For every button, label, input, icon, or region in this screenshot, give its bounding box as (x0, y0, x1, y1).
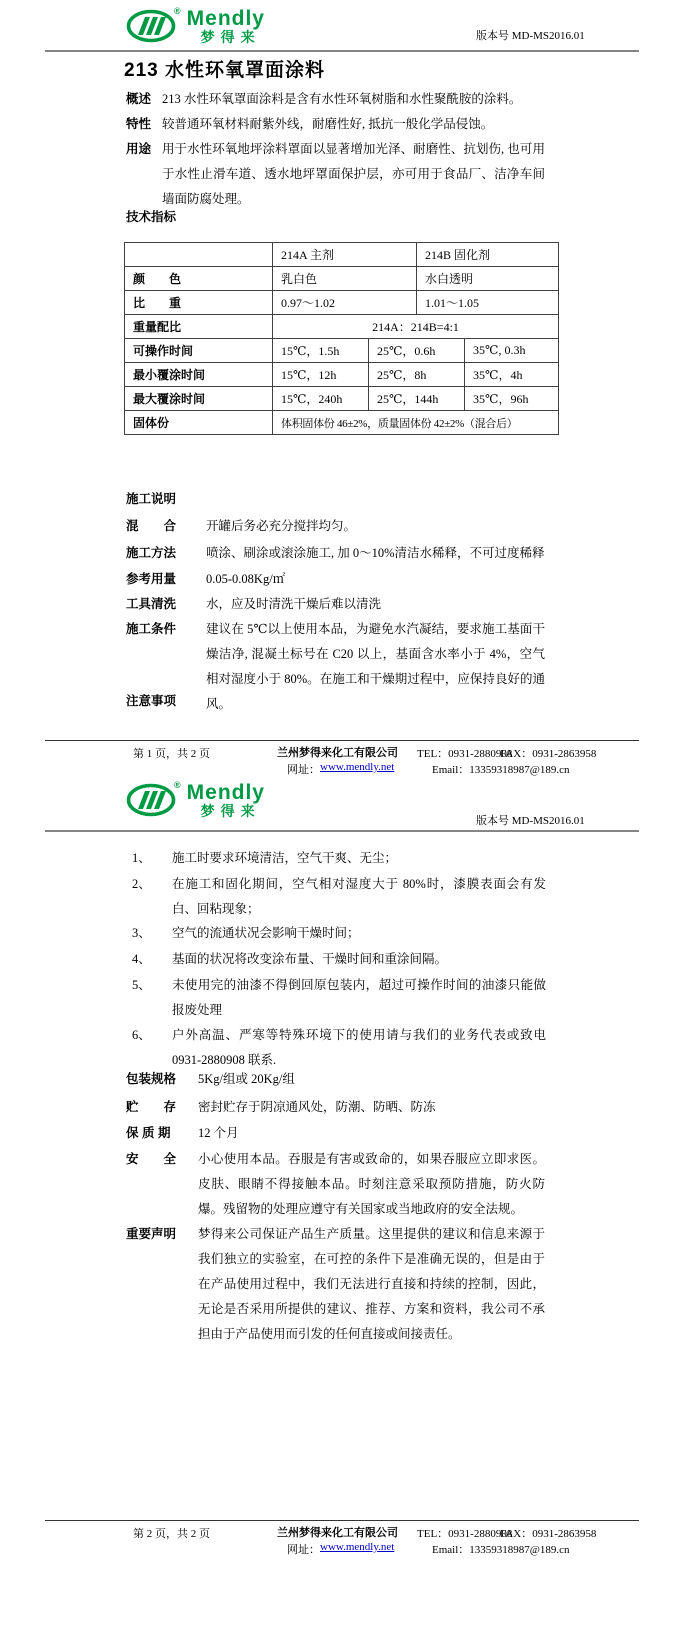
row-mixing (126, 514, 545, 539)
email-address: Email：13359318987@189.cn (432, 1544, 570, 1556)
registered-trademark-icon: ® (174, 780, 181, 790)
website-link[interactable]: www.mendly.net (320, 1541, 395, 1553)
table-row (125, 243, 559, 267)
section-label: 特性 (126, 117, 152, 131)
row-text: 开罐后务必充分搅拌均匀。 (206, 519, 357, 533)
page-title: 213 水性环氧罩面涂料 (124, 60, 325, 81)
row-disclaimer (126, 1222, 545, 1347)
note-item-2 (126, 872, 546, 922)
section-label: 用途 (126, 142, 152, 156)
row-label: 重要声明 (126, 1227, 177, 1241)
item-number: 6、 (132, 1028, 151, 1042)
cell-value: 214A：214B=4:1 (273, 315, 559, 339)
cell-value: 15℃，12h (273, 363, 369, 387)
version-number: 版本号 MD-MS2016.01 (476, 30, 585, 42)
table-row (125, 267, 559, 291)
cell-value: 15℃，1.5h (273, 339, 369, 363)
item-number: 4、 (132, 952, 151, 966)
column-header-a: 214A 主剂 (273, 243, 417, 267)
company-logo (126, 782, 265, 818)
row-label: 最大覆涂时间 (125, 387, 273, 411)
company-logo (126, 8, 265, 44)
footer-divider (45, 1520, 639, 1521)
row-label: 混 合 (126, 519, 177, 533)
section-usage (126, 137, 545, 212)
item-text: 空气的流通状况会影响干燥时间； (172, 926, 360, 940)
brand-name-chinese: 梦得来 (200, 29, 261, 45)
page-footer (0, 1520, 687, 1560)
row-label: 保 质 期 (126, 1126, 171, 1140)
item-number: 3、 (132, 926, 151, 940)
item-number: 5、 (132, 978, 151, 992)
row-text: 12 个月 (198, 1126, 239, 1140)
row-text: 小心使用本品。吞服是有害或致命的，如果吞服应立即求医。皮肤、眼睛不得接触本品。时刻注意采取预防措施，防火防爆。残留物的处理应遵守有关国家或当地政府的安全法规。 (198, 1152, 545, 1216)
cell-value: 水白透明 (417, 267, 559, 291)
page-1 (0, 0, 687, 776)
mendly-ellipse-icon (126, 8, 178, 44)
cell-value: 35℃，4h (465, 363, 559, 387)
item-text: 施工时要求环境清洁，空气干爽、无尘； (172, 851, 398, 865)
row-text: 喷涂、刷涂或滚涂施工, 加 0～10%清洁水稀释，不可过度稀释 (206, 546, 545, 560)
registered-trademark-icon: ® (174, 6, 181, 16)
section-text: 较普通环氧材料耐紫外线，耐磨性好, 抵抗一般化学品侵蚀。 (162, 117, 494, 131)
row-label: 最小覆涂时间 (125, 363, 273, 387)
row-text: 0.05-0.08Kg/㎡ (206, 572, 286, 586)
row-label: 比 重 (125, 291, 273, 315)
telephone: TEL：0931-2880908 (417, 748, 513, 760)
item-number: 2、 (132, 877, 151, 891)
note-item-3 (126, 921, 546, 946)
website-label: 网址： (287, 764, 320, 776)
section-text: 用于水性环氧地坪涂料罩面以显著增加光泽、耐磨性、抗划伤, 也可用于水性止滑车道、透水地坪罩面保护层，亦可用于食品厂、洁净车间墙面防腐处理。 (162, 142, 545, 206)
row-shelf-life (126, 1121, 545, 1146)
note-item-6 (126, 1023, 546, 1073)
row-conditions (126, 617, 545, 717)
brand-name-chinese: 梦得来 (200, 803, 261, 819)
row-label: 固体份 (125, 411, 273, 435)
table-row (125, 363, 559, 387)
fax-number: FAX：0931-2863958 (500, 748, 597, 760)
cell-value: 乳白色 (273, 267, 417, 291)
section-features (126, 112, 545, 137)
row-text: 密封贮存于阴凉通风处，防潮、防晒、防冻 (198, 1100, 436, 1114)
row-label: 施工条件 (126, 622, 177, 636)
website-label: 网址： (287, 1544, 320, 1556)
page-2 (0, 770, 687, 1638)
brand-name: Mendly (186, 781, 265, 804)
company-name: 兰州梦得来化工有限公司 (277, 747, 398, 759)
row-label: 贮 存 (126, 1100, 177, 1114)
row-label: 重量配比 (125, 315, 273, 339)
tech-specs-table (124, 242, 559, 435)
table-row (125, 411, 559, 435)
cell-value: 1.01～1.05 (417, 291, 559, 315)
row-cleaning (126, 592, 545, 617)
table-row (125, 339, 559, 363)
website-link[interactable]: www.mendly.net (320, 761, 395, 773)
section-text: 213 水性环氧罩面涂料是含有水性环氧树脂和水性聚酰胺的涂料。 (162, 92, 522, 106)
page-number: 第 1 页，共 2 页 (133, 748, 210, 760)
item-number: 1、 (132, 851, 151, 865)
item-text: 在施工和固化期间，空气相对湿度大于 80%时，漆膜表面会有发白、回粘现象； (172, 877, 546, 916)
header-divider (45, 50, 639, 52)
row-packing (126, 1067, 545, 1092)
note-item-4 (126, 947, 546, 972)
version-number: 版本号 MD-MS2016.01 (476, 815, 585, 827)
table-cell-empty (125, 243, 273, 267)
email-address: Email：13359318987@189.cn (432, 764, 570, 776)
item-text: 未使用完的油漆不得倒回原包装内，超过可操作时间的油漆只能做报废处理 (172, 978, 546, 1017)
cell-value: 35℃, 0.3h (465, 339, 559, 363)
cell-value: 15℃，240h (273, 387, 369, 411)
table-row (125, 315, 559, 339)
row-label: 安 全 (126, 1152, 177, 1166)
row-label: 包装规格 (126, 1072, 177, 1086)
tech-specs-heading: 技术指标 (126, 210, 177, 224)
cell-value: 0.97～1.02 (273, 291, 417, 315)
cell-value: 25℃，0.6h (369, 339, 465, 363)
row-method (126, 541, 545, 566)
cell-value: 体积固体份 46±2%，质量固体份 42±2%（混合后） (273, 411, 559, 435)
row-safety (126, 1147, 545, 1222)
page-number: 第 2 页，共 2 页 (133, 1528, 210, 1540)
construction-heading: 施工说明 (126, 492, 177, 506)
row-dosage (126, 567, 545, 592)
row-label: 参考用量 (126, 572, 177, 586)
cell-value: 25℃，144h (369, 387, 465, 411)
row-storage (126, 1095, 545, 1120)
section-label: 概述 (126, 92, 152, 106)
section-overview (126, 87, 545, 112)
telephone: TEL：0931-2880908 (417, 1528, 513, 1540)
mendly-ellipse-icon (126, 782, 178, 818)
row-label: 颜 色 (125, 267, 273, 291)
column-header-b: 214B 固化剂 (417, 243, 559, 267)
company-name: 兰州梦得来化工有限公司 (277, 1527, 398, 1539)
footer-divider (45, 740, 639, 741)
cell-value: 35℃，96h (465, 387, 559, 411)
cell-value: 25℃，8h (369, 363, 465, 387)
brand-name: Mendly (186, 7, 265, 30)
item-text: 基面的状况将改变涂布量、干燥时间和重涂间隔。 (172, 952, 448, 966)
row-text: 建议在 5℃以上使用本品，为避免水汽凝结，要求施工基面干燥洁净, 混凝土标号在 C20 以上，基面含水率小于 4%，空气相对湿度小于 80%。在施工和干燥期过程中，应保持良好的通风。 (206, 622, 545, 711)
row-text: 5Kg/组或 20Kg/组 (198, 1072, 295, 1086)
row-label: 施工方法 (126, 546, 177, 560)
table-row (125, 387, 559, 411)
fax-number: FAX：0931-2863958 (500, 1528, 597, 1540)
note-item-1 (126, 846, 546, 871)
row-text: 水，应及时清洗干燥后难以清洗 (206, 597, 382, 611)
row-text: 梦得来公司保证产品生产质量。这里提供的建议和信息来源于我们独立的实验室，在可控的条件下是准确无误的，但是由于在产品使用过程中，我们无法进行直接和持续的控制，因此，无论是否采用所提供的建议、推荐、方案和资料，我公司不承担由于产品使用而引发的任何直接或间接责任。 (198, 1227, 545, 1341)
row-label: 可操作时间 (125, 339, 273, 363)
notes-heading: 注意事项 (126, 694, 177, 708)
header-divider (45, 830, 639, 832)
table-row (125, 291, 559, 315)
item-text: 户外高温、严寒等特殊环境下的使用请与我们的业务代表或致电 0931-2880908 联系. (172, 1028, 546, 1067)
row-label: 工具清洗 (126, 597, 177, 611)
note-item-5 (126, 973, 546, 1023)
